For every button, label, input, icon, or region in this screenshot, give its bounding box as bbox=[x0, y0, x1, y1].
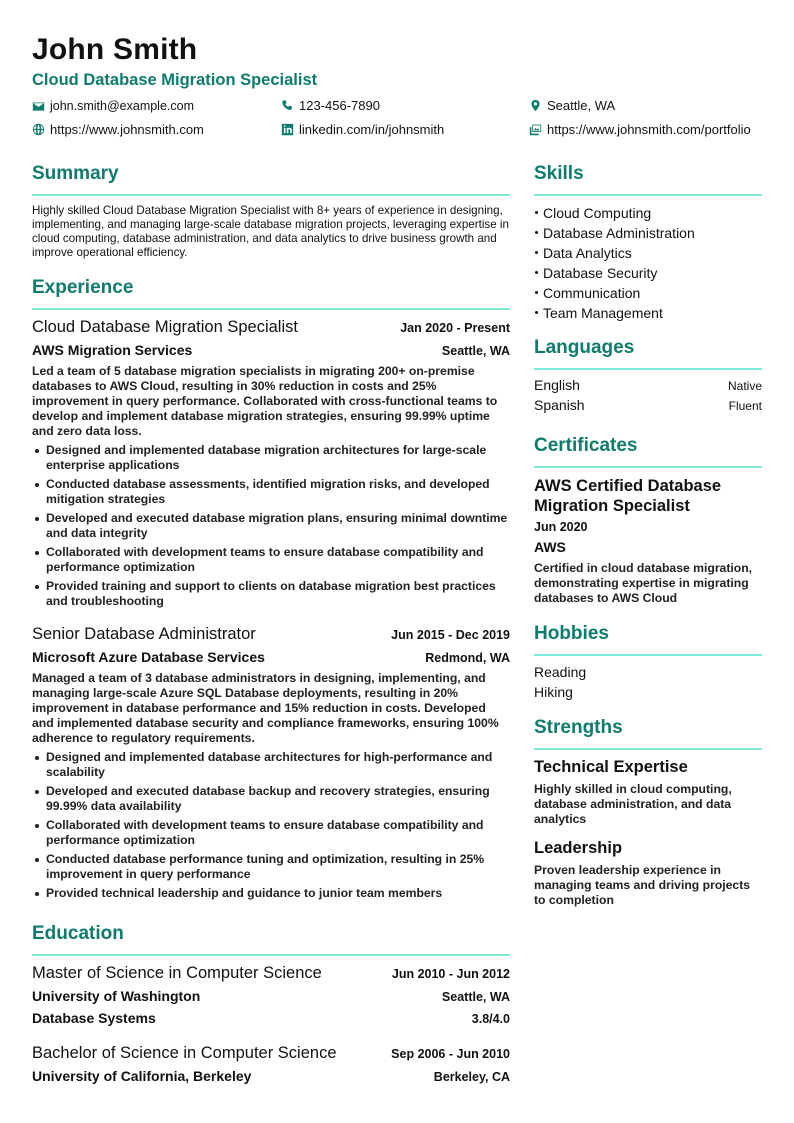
list-item: Collaborated with development teams to ensure database compatibility and performance optimization bbox=[32, 818, 510, 848]
list-item: Conducted database performance tuning and optimization, resulting in 25% improvement in query performance bbox=[32, 852, 510, 882]
field-of-study: Database Systems bbox=[32, 1010, 156, 1026]
job-dates: Jan 2020 - Present bbox=[400, 321, 510, 335]
job-title: Cloud Database Migration Specialist bbox=[32, 318, 298, 336]
summary-divider bbox=[32, 194, 510, 196]
candidate-name: John Smith bbox=[32, 33, 198, 66]
language-row bbox=[534, 377, 762, 393]
gpa: 3.8/4.0 bbox=[471, 1012, 510, 1026]
contact-website[interactable] bbox=[32, 122, 204, 137]
education-header bbox=[32, 1044, 510, 1063]
website-text: https://www.johnsmith.com bbox=[50, 122, 204, 137]
linkedin-icon bbox=[281, 123, 294, 136]
contact-phone[interactable] bbox=[281, 98, 380, 113]
job-location: Redmond, WA bbox=[425, 651, 510, 665]
globe-icon bbox=[32, 123, 45, 136]
contact-email[interactable] bbox=[32, 99, 194, 113]
language-name: English bbox=[534, 377, 580, 393]
strengths-divider bbox=[534, 748, 762, 750]
list-item: Team Management bbox=[534, 303, 695, 323]
language-level: Fluent bbox=[728, 399, 762, 413]
hobby-item: Hiking bbox=[534, 684, 573, 700]
linkedin-text: linkedin.com/in/johnsmith bbox=[299, 122, 445, 137]
certificates-divider bbox=[534, 466, 762, 468]
languages-divider bbox=[534, 368, 762, 370]
education-dates: Jun 2010 - Jun 2012 bbox=[391, 967, 510, 981]
list-item: Provided training and support to clients on database migration best practices and troubleshooting bbox=[32, 579, 510, 609]
list-item: Database Administration bbox=[534, 223, 695, 243]
list-item: Cloud Computing bbox=[534, 203, 695, 223]
job-company-row bbox=[32, 649, 510, 665]
list-item: Database Security bbox=[534, 263, 695, 283]
language-row bbox=[534, 397, 762, 413]
contact-portfolio[interactable] bbox=[529, 122, 751, 137]
location-text: Seattle, WA bbox=[547, 98, 616, 113]
job-company-row bbox=[32, 342, 510, 358]
list-item: Collaborated with development teams to ensure database compatibility and performance optimization bbox=[32, 545, 510, 575]
strength-title: Technical Expertise bbox=[534, 758, 688, 776]
education-school-row bbox=[32, 988, 510, 1004]
education-header bbox=[32, 964, 510, 983]
language-level: Native bbox=[727, 379, 762, 393]
job-header bbox=[32, 625, 510, 644]
summary-text: Highly skilled Cloud Database Migration Specialist with 8+ years of experience in designing, implementing, and managing large-scale database migration projects, leveraging expertise in cloud computing, database administration, and data analytics to drive business growth and improve operational efficiency. bbox=[32, 204, 509, 259]
skills-divider bbox=[534, 194, 762, 196]
list-item: Data Analytics bbox=[534, 243, 695, 263]
list-item: Designed and implemented database architectures for high-performance and scalability bbox=[32, 750, 510, 780]
email-text: john.smith@example.com bbox=[50, 99, 194, 113]
certificate-date: Jun 2020 bbox=[534, 520, 588, 534]
list-item: Developed and executed database migration plans, ensuring minimal downtime and data integrity bbox=[32, 511, 510, 541]
job-bullets bbox=[32, 750, 510, 905]
phone-icon bbox=[281, 99, 294, 112]
summary-heading: Summary bbox=[32, 163, 119, 184]
education-heading: Education bbox=[32, 923, 124, 944]
school-location: Seattle, WA bbox=[441, 990, 510, 1004]
strengths-heading: Strengths bbox=[534, 717, 623, 738]
email-icon bbox=[32, 100, 45, 113]
skills-list bbox=[534, 203, 695, 323]
strength-description: Highly skilled in cloud computing, database administration, and data analytics bbox=[534, 782, 732, 826]
school-name: University of Washington bbox=[32, 988, 201, 1004]
education-school-row bbox=[32, 1068, 510, 1084]
certificate-title: AWS Certified Database Migration Specialist bbox=[534, 477, 722, 515]
portfolio-icon bbox=[529, 123, 542, 136]
job-description: Led a team of 5 database migration specialists in migrating 200+ on-premise databases to AWS Cloud, resulting in 30% reduction in costs and 25% improvement in query performance. Collaborated with cross-functional teams to develop and implement database migration strategies, ensuring 99.99% uptime and zero data loss. bbox=[32, 364, 498, 438]
certificates-heading: Certificates bbox=[534, 435, 638, 456]
degree-title: Master of Science in Computer Science bbox=[32, 964, 322, 982]
job-bullets bbox=[32, 443, 510, 613]
strength-title: Leadership bbox=[534, 839, 623, 857]
experience-heading: Experience bbox=[32, 277, 134, 298]
hobbies-heading: Hobbies bbox=[534, 623, 609, 644]
job-company: AWS Migration Services bbox=[32, 342, 193, 358]
education-divider bbox=[32, 954, 510, 956]
list-item: Provided technical leadership and guidance to junior team members bbox=[32, 886, 510, 901]
degree-title: Bachelor of Science in Computer Science bbox=[32, 1044, 337, 1062]
job-dates: Jun 2015 - Dec 2019 bbox=[391, 628, 510, 642]
hobbies-divider bbox=[534, 654, 762, 656]
skills-heading: Skills bbox=[534, 163, 584, 184]
list-item: Designed and implemented database migration architectures for large-scale enterprise applications bbox=[32, 443, 510, 473]
job-company: Microsoft Azure Database Services bbox=[32, 649, 265, 665]
candidate-title: Cloud Database Migration Specialist bbox=[32, 71, 318, 89]
hobby-item: Reading bbox=[534, 664, 587, 680]
experience-divider bbox=[32, 308, 510, 310]
list-item: Conducted database assessments, identified migration risks, and developed mitigation strategies bbox=[32, 477, 510, 507]
languages-heading: Languages bbox=[534, 337, 635, 358]
strength-description: Proven leadership experience in managing teams and driving projects to completion bbox=[534, 863, 751, 907]
job-location: Seattle, WA bbox=[441, 344, 510, 358]
school-name: University of California, Berkeley bbox=[32, 1068, 252, 1084]
contact-linkedin[interactable] bbox=[281, 122, 444, 137]
education-dates: Sep 2006 - Jun 2010 bbox=[391, 1047, 510, 1061]
list-item: Communication bbox=[534, 283, 695, 303]
contact-location bbox=[529, 98, 615, 113]
phone-text: 123-456-7890 bbox=[299, 98, 380, 113]
job-title: Senior Database Administrator bbox=[32, 625, 256, 643]
education-field-row bbox=[32, 1010, 510, 1026]
list-item: Developed and executed database backup and recovery strategies, ensuring 99.99% data availability bbox=[32, 784, 510, 814]
job-description: Managed a team of 3 database administrators in designing, implementing, and managing large-scale Azure SQL Database deployments, resulting in 20% improvement in database performance and 15% reduction in costs. Developed and implemented database security and compliance frameworks, ensuring 100% adherence to regulatory requirements. bbox=[32, 671, 499, 745]
job-header bbox=[32, 318, 510, 337]
certificate-description: Certified in cloud database migration, demonstrating expertise in migrating databases to AWS Cloud bbox=[534, 561, 753, 605]
language-name: Spanish bbox=[534, 397, 585, 413]
portfolio-text: https://www.johnsmith.com/portfolio bbox=[547, 122, 751, 137]
certificate-issuer: AWS bbox=[534, 539, 566, 555]
school-location: Berkeley, CA bbox=[433, 1070, 510, 1084]
location-pin-icon bbox=[529, 99, 542, 112]
